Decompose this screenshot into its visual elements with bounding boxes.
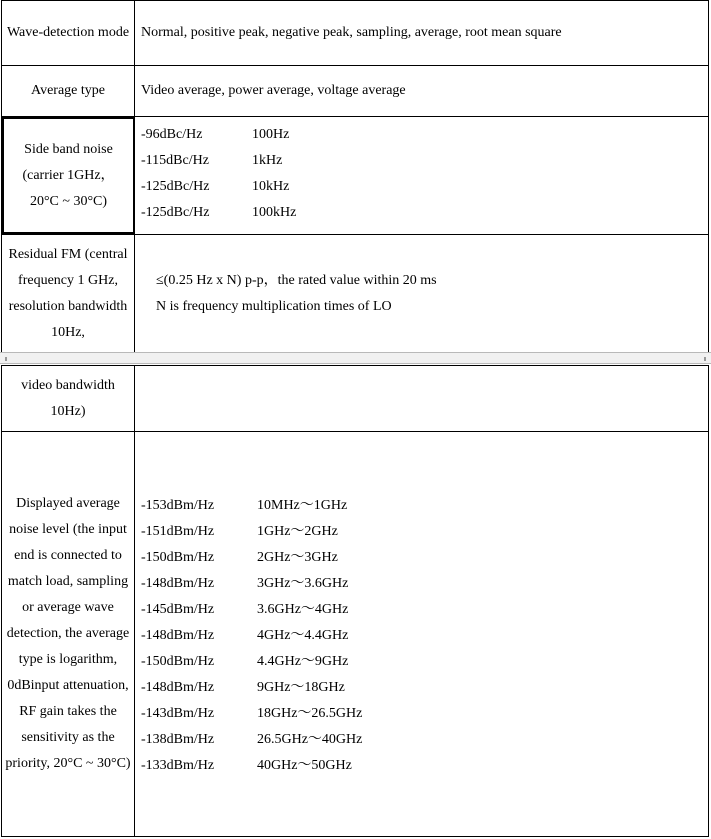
residual-fm-line1: ≤(0.25 Hz x N) p-p，the rated value within 20 ms <box>156 272 437 288</box>
offset-frequency: 10kHz <box>252 179 290 194</box>
noise-level: -115dBc/Hz <box>141 153 209 168</box>
noise-level: -151dBm/Hz <box>141 524 215 539</box>
noise-level: -150dBm/Hz <box>141 654 215 669</box>
list-item <box>141 675 708 701</box>
noise-level: -150dBm/Hz <box>141 550 215 565</box>
noise-level: -96dBc/Hz <box>141 127 203 142</box>
noise-level: -145dBm/Hz <box>141 602 215 617</box>
frequency-range: 2GHz～3GHz <box>257 550 338 565</box>
list-item <box>141 148 708 174</box>
noise-level: -138dBm/Hz <box>141 732 215 747</box>
frequency-range: 3GHz～3.6GHz <box>257 576 349 591</box>
table-row <box>2 432 708 836</box>
noise-level: -143dBm/Hz <box>141 706 215 721</box>
row-value-text: Normal, positive peak, negative peak, sampling, average, root mean square <box>141 25 562 40</box>
list-item <box>141 519 708 545</box>
noise-level: -148dBm/Hz <box>141 576 215 591</box>
frequency-range: 1GHz～2GHz <box>257 524 338 539</box>
noise-level: -153dBm/Hz <box>141 498 215 513</box>
offset-frequency: 1kHz <box>252 153 283 168</box>
list-item <box>141 727 708 753</box>
frequency-range: 4.4GHz～9GHz <box>257 654 349 669</box>
table-row <box>2 66 708 117</box>
page-break-separator <box>0 352 711 364</box>
list-item <box>141 571 708 597</box>
spec-table-bottom <box>1 365 709 837</box>
list-item <box>141 493 708 519</box>
residual-fm-values <box>135 235 708 352</box>
row-label-continued: video bandwidth 10Hz) <box>2 366 135 431</box>
list-item <box>141 597 708 623</box>
row-value-empty <box>135 366 708 431</box>
list-item <box>141 753 708 779</box>
noise-level: -133dBm/Hz <box>141 758 215 773</box>
frequency-range: 4GHz～4.4GHz <box>257 628 349 643</box>
noise-level: -125dBc/Hz <box>141 179 210 194</box>
row-label: Average type <box>2 66 135 116</box>
frequency-range: 9GHz～18GHz <box>257 680 345 695</box>
offset-frequency: 100Hz <box>252 127 290 142</box>
frequency-range: 40GHz～50GHz <box>257 758 352 773</box>
row-value-text: Video average, power average, voltage average <box>141 83 406 98</box>
row-label: Wave-detection mode <box>2 1 135 65</box>
list-item <box>141 174 708 200</box>
list-item <box>141 623 708 649</box>
table-row <box>2 366 708 432</box>
row-label: Side band noise (carrier 1GHz， 20°C ~ 30°C) <box>2 117 135 234</box>
list-item <box>141 701 708 727</box>
row-value <box>135 1 708 65</box>
frequency-range: 3.6GHz～4GHz <box>257 602 349 617</box>
list-item <box>141 649 708 675</box>
frequency-range: 18GHz～26.5GHz <box>257 706 363 721</box>
table-row <box>2 117 708 235</box>
list-item <box>141 200 708 226</box>
offset-frequency: 100kHz <box>252 205 297 220</box>
noise-level: -148dBm/Hz <box>141 628 215 643</box>
frequency-range: 10MHz～1GHz <box>257 498 348 513</box>
row-label: Residual FM (central frequency 1 GHz, resolution bandwidth 10Hz, <box>2 235 135 352</box>
residual-fm-line2: N is frequency multiplication times of LO <box>156 298 392 314</box>
danl-values <box>135 432 708 836</box>
noise-level: -125dBc/Hz <box>141 205 210 220</box>
list-item <box>141 122 708 148</box>
noise-level: -148dBm/Hz <box>141 680 215 695</box>
row-value <box>135 66 708 116</box>
table-row <box>2 1 708 66</box>
row-label: Displayed average noise level (the input end is connected to match load, sampling or average wave detection, the average type is logarithm, 0dBinput attenuation, RF gain takes the sensitivity as the priority, 20°C ~ 30°C) <box>2 432 135 836</box>
list-item <box>141 545 708 571</box>
table-row <box>2 235 708 352</box>
spec-table-top <box>1 0 709 353</box>
frequency-range: 26.5GHz～40GHz <box>257 732 363 747</box>
side-band-noise-values <box>135 117 708 234</box>
